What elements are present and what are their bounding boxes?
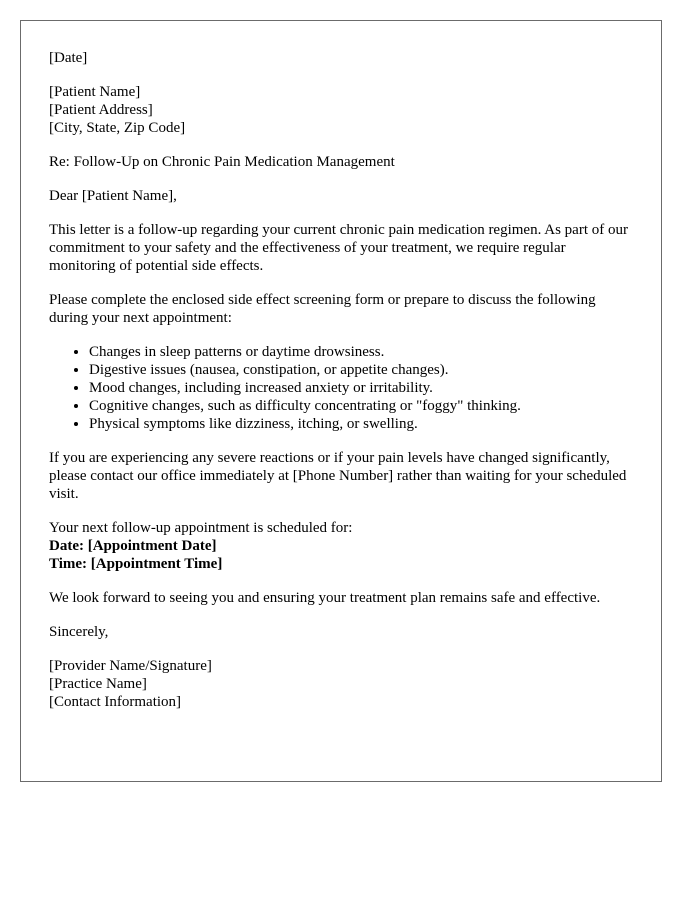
recipient-city: [City, State, Zip Code] xyxy=(49,120,186,136)
symptom-item: • Mood changes, including increased anxiety or irritability. xyxy=(89,379,633,397)
symptom-list xyxy=(49,343,633,433)
letter-signoff: Sincerely, xyxy=(49,624,109,640)
symptom-item: • Physical symptoms like dizziness, itching, or swelling. xyxy=(89,415,633,433)
practice-name: [Practice Name] xyxy=(49,676,147,692)
letter-salutation: Dear [Patient Name], xyxy=(49,188,177,204)
recipient-address xyxy=(49,83,633,137)
letter-subject: Re: Follow-Up on Chronic Pain Medication Management xyxy=(49,154,395,170)
letter-page xyxy=(20,20,662,782)
symptom-item: • Cognitive changes, such as difficulty concentrating or "foggy" thinking. xyxy=(89,397,633,415)
recipient-street: [Patient Address] xyxy=(49,102,153,118)
urgent-paragraph: If you are experiencing any severe reactions or if your pain levels have changed significantly, please contact our office immediately at [Phone Number] rather than waiting for your scheduled visit. xyxy=(49,450,627,502)
signature-block xyxy=(49,657,633,711)
request-paragraph: Please complete the enclosed side effect screening form or prepare to discuss the following during your next appointment: xyxy=(49,292,596,326)
letter-date: [Date] xyxy=(49,50,88,66)
symptom-item: • Changes in sleep patterns or daytime drowsiness. xyxy=(89,343,633,361)
symptom-item: • Digestive issues (nausea, constipation, or appetite changes). xyxy=(89,361,633,379)
contact-information: [Contact Information] xyxy=(49,694,182,710)
recipient-name: [Patient Name] xyxy=(49,84,141,100)
intro-paragraph: This letter is a follow-up regarding your current chronic pain medication regimen. As part of our commitment to your safety and the effectiveness of your treatment, we require regular monitoring of potential side effects. xyxy=(49,222,628,274)
appointment-date: Date: [Appointment Date] xyxy=(49,538,217,554)
appointment-intro: Your next follow-up appointment is scheduled for: xyxy=(49,520,353,536)
provider-name: [Provider Name/Signature] xyxy=(49,658,212,674)
appointment-details xyxy=(49,519,633,573)
appointment-time: Time: [Appointment Time] xyxy=(49,556,223,572)
closing-paragraph: We look forward to seeing you and ensuring your treatment plan remains safe and effective. xyxy=(49,590,601,606)
